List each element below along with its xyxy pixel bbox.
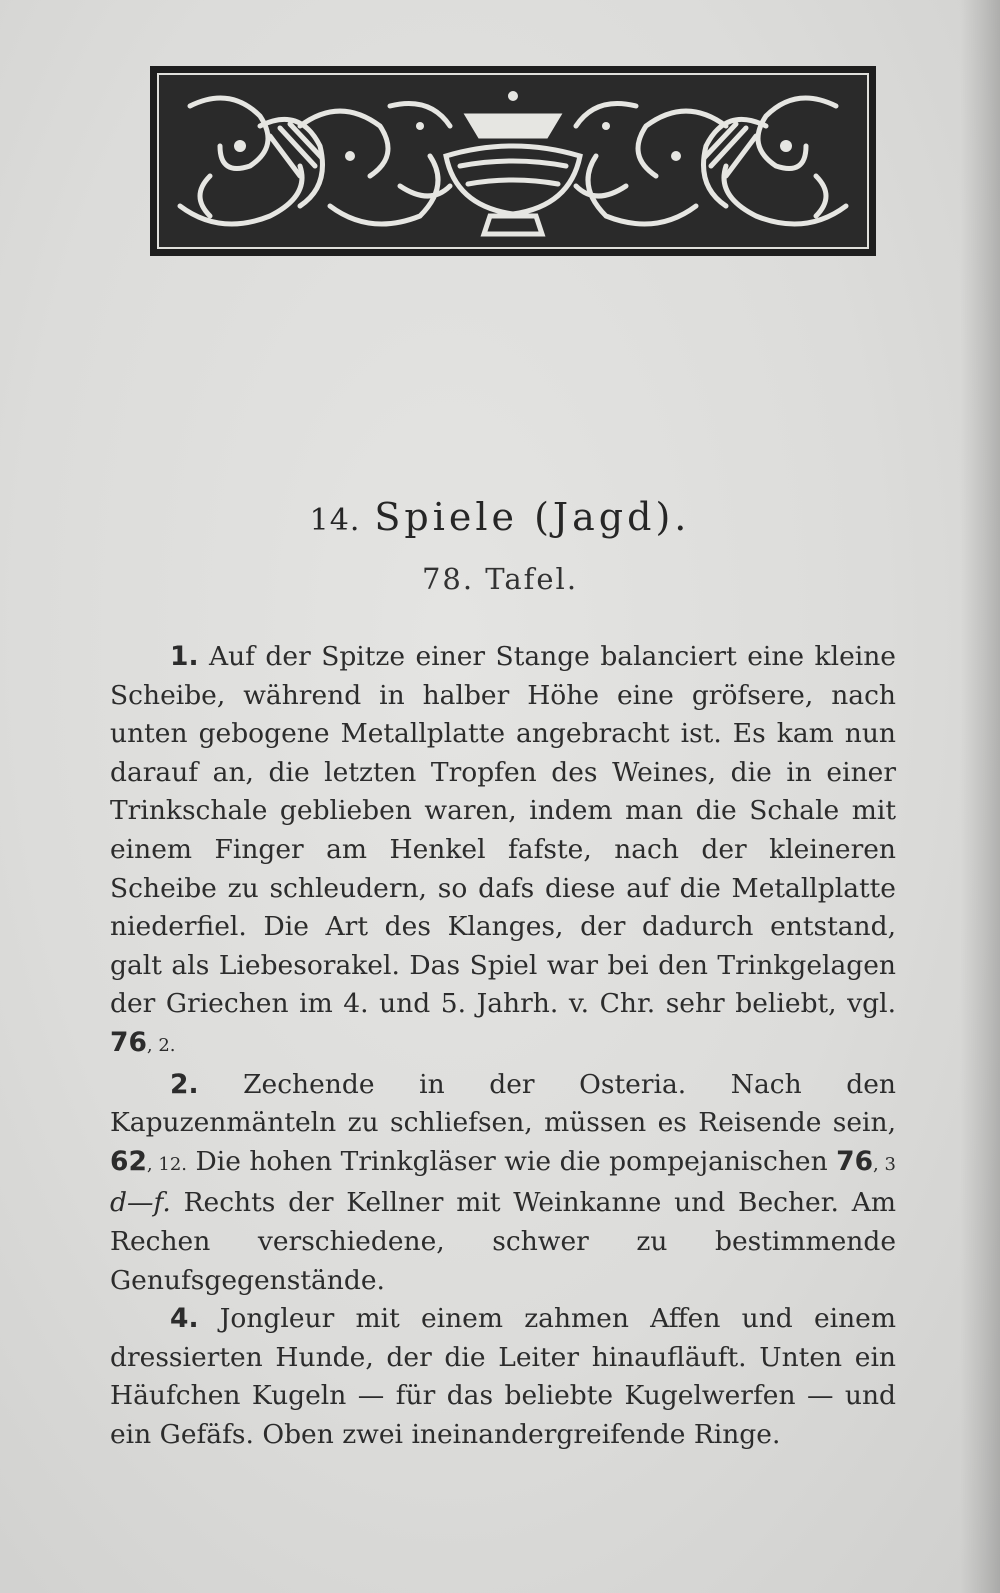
section-title: Spiele (Jagd). xyxy=(374,495,691,539)
entry-1 xyxy=(110,638,896,1066)
cross-reference-sub: , 12. xyxy=(146,1153,188,1175)
cross-reference-sub: , 3 xyxy=(873,1153,896,1175)
plate-label: 78. Tafel. xyxy=(421,562,579,596)
entry-text: Zechende in der Osteria. Nach den Kapuzenmänteln zu schliefsen, müssen es Reisende sein, xyxy=(110,1068,896,1139)
section-heading xyxy=(0,495,1000,539)
body-text xyxy=(110,638,896,1454)
cross-reference-sub: , 2. xyxy=(146,1034,176,1056)
entry-2 xyxy=(110,1066,896,1301)
entry-number: 1. xyxy=(170,641,199,672)
cross-reference: 62 xyxy=(110,1145,147,1177)
cross-reference: 76 xyxy=(836,1145,874,1177)
italic-reference: d—f. xyxy=(110,1187,171,1219)
entry-number: 4. xyxy=(170,1303,199,1335)
entry-4 xyxy=(110,1300,896,1454)
entry-text: Die hohen Trinkgläser wie die pompejanischen xyxy=(195,1145,828,1177)
page-spine-shadow xyxy=(960,0,1000,1593)
ornamental-headpiece-icon xyxy=(150,66,876,256)
cross-reference: 76 xyxy=(110,1026,147,1058)
entry-text: Auf der Spitze einer Stange balanciert eine kleine Scheibe, während in halber Höhe eine gröfsere, nach unten gebogene Metallplatte angebracht ist. Es kam nun darauf an, die letzten Tropfen des Weines, die in einer Trinkschale geblieben waren, indem man die Schale mit einem Finger am Henkel fafste, nach der kleineren Scheibe zu schleudern, so dafs diese auf die Metallplatte niederfiel. Die Art des Klanges, der dadurch entstand, galt als Liebesorakel. Das Spiel war bei den Trinkgelagen der Griechen im 4. und 5. Jahrh. v. Chr. sehr beliebt, vgl. xyxy=(110,641,896,1020)
entry-number: 2. xyxy=(170,1068,199,1100)
section-number: 14. xyxy=(309,503,361,538)
entry-text: Rechts der Kellner mit Weinkanne und Becher. Am Rechen verschiedene, schwer zu bestimmende Genufsgegenstände. xyxy=(110,1187,896,1296)
entry-text: Jongleur mit einem zahmen Affen und einem dressierten Hunde, der die Leiter hinaufläuft. Unten ein Häufchen Kugeln — für das beliebte Kugelwerfen — und ein Gefäfs. Oben zwei ineinandergreifende Ringe. xyxy=(110,1303,896,1450)
